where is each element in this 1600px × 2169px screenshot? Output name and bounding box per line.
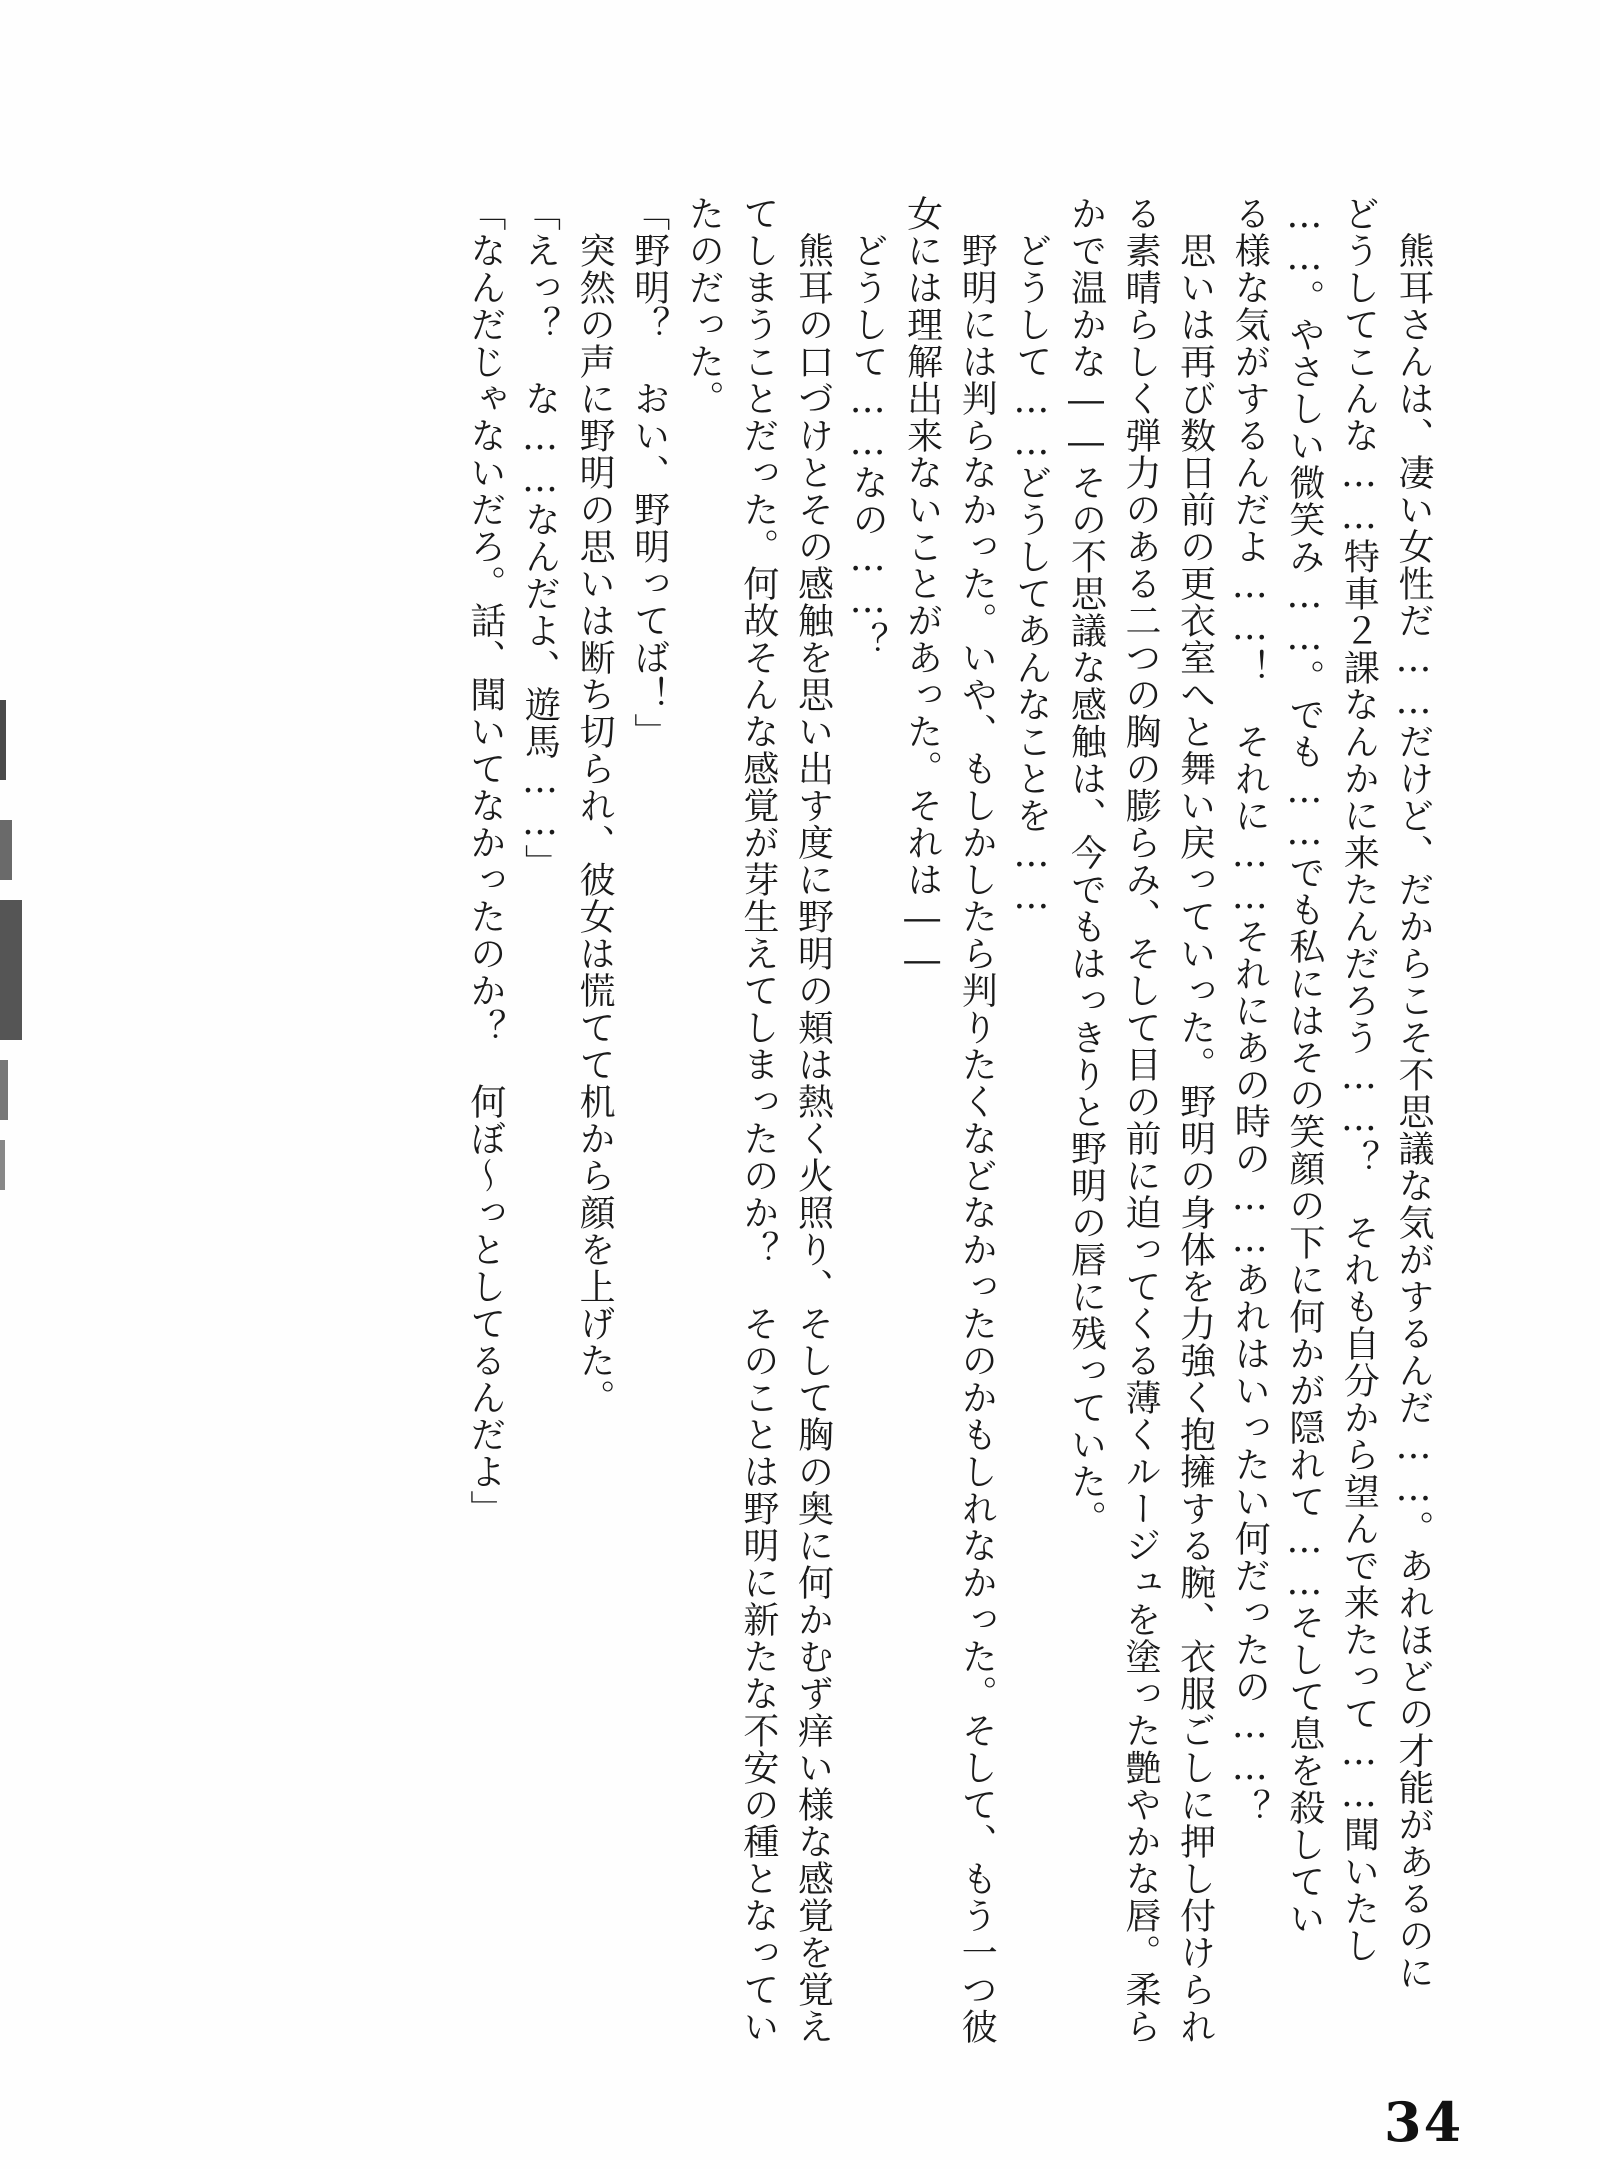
scan-edge-mark xyxy=(0,820,12,880)
text-line: 「えっ？ な……なんだよ、遊馬……」 xyxy=(519,195,561,881)
text-line: たのだった。 xyxy=(683,195,725,417)
text-line: 野明には判らなかった。いや、もしかしたら判りたくなどなかったのかもしれなかった。そして、もう一つ彼 xyxy=(956,195,998,2045)
scan-edge-mark xyxy=(0,900,22,1040)
text-line: 「なんだじゃないだろ。話、聞いてなかったのか？ 何ぼ～っとしてるんだよ」 xyxy=(464,195,506,1527)
text-line: 「野明？ おい、野明ってば！」 xyxy=(628,195,670,750)
text-line: 熊耳の口づけとその感触を思い出す度に野明の頬は熱く火照り、そして胸の奥に何かむず痒い様な感覚を覚え xyxy=(792,195,834,2045)
text-line: どうして……なの……？ xyxy=(847,195,889,659)
text-line: ……。やさしい微笑み……。でも……でも私にはその笑顔の下に何かが隠れて……そして息を殺してい xyxy=(1283,195,1325,1937)
text-line: 女には理解出来ないことがあった。それは―― xyxy=(901,195,943,982)
scan-edge-mark xyxy=(0,1140,5,1190)
scan-edge-mark xyxy=(0,700,6,780)
text-line: る様な気がするんだよ……！ それに……それにあの時の……あれはいったい何だったの……？ xyxy=(1229,195,1271,1826)
text-line: かで温かな――その不思議な感触は、今でもはっきりと野明の唇に残っていた。 xyxy=(1065,195,1107,1537)
text-line: どうして……どうしてあんなことを…… xyxy=(1010,195,1052,918)
vertical-text-body xyxy=(150,195,1440,2045)
scan-edge-mark xyxy=(0,1060,8,1120)
text-line: 思いは再び数日前の更衣室へと舞い戻っていった。野明の身体を力強く抱擁する腕、衣服ごしに押し付けられ xyxy=(1174,195,1216,2045)
text-line: 熊耳さんは、凄い女性だ……だけど、だからこそ不思議な気がするんだ……。あれほどの才能があるのに xyxy=(1393,195,1434,1991)
text-line: どうしてこんな……特車２課なんかに来たんだろう……？ それも自分から望んで来たって……聞いたし xyxy=(1338,195,1380,1964)
text-line: 突然の声に野明の思いは断ち切られ、彼女は慌てて机から顔を上げた。 xyxy=(574,195,616,1416)
text-line: る素晴らしく弾力のある二つの胸の膨らみ、そして目の前に迫ってくる薄くルージュを塗った艶やかな唇。柔ら xyxy=(1120,195,1162,2045)
page-number: 34 xyxy=(1384,2090,1464,2154)
text-line: てしまうことだった。何故そんな感覚が芽生えてしまったのか？ そのことは野明に新たな不安の種となってい xyxy=(737,195,779,2045)
